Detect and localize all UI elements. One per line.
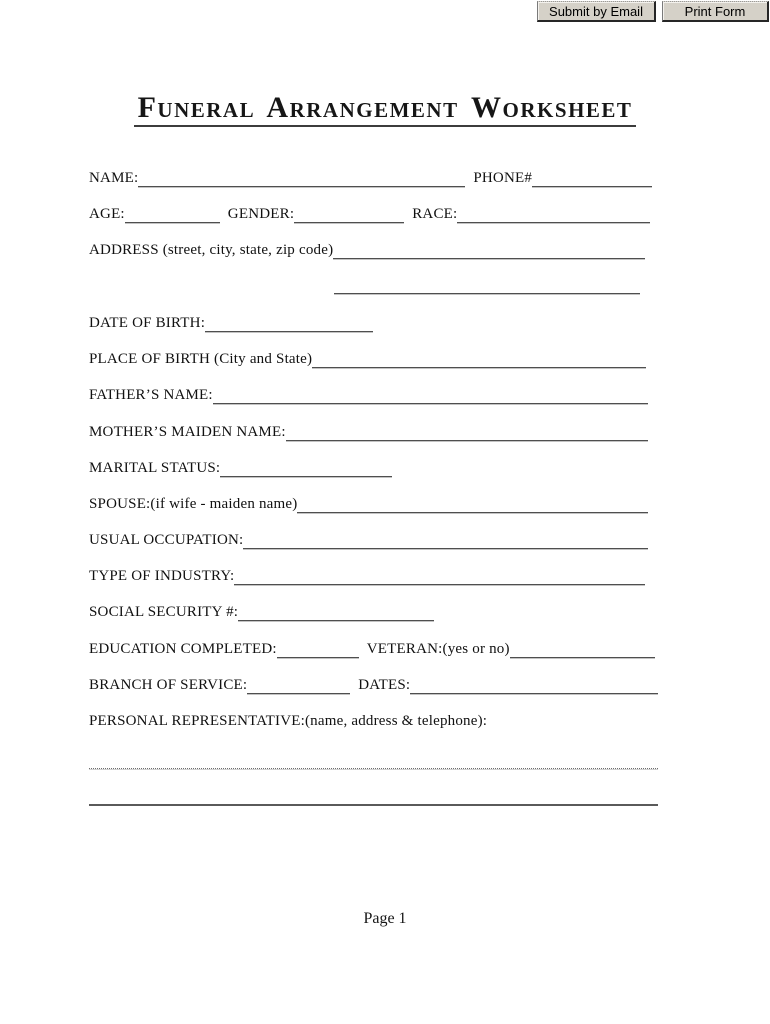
dob-label: DATE OF BIRTH:	[89, 315, 206, 331]
row-address-line2	[89, 275, 658, 295]
ssn-label: SOCIAL SECURITY #:	[89, 604, 239, 620]
phone-label: PHONE#	[473, 170, 533, 186]
row-education-veteran	[89, 639, 658, 659]
row-ssn	[89, 602, 658, 622]
pob-label: PLACE OF BIRTH (City and State)	[89, 351, 313, 367]
name-label: NAME:	[89, 170, 139, 186]
row-spouse	[89, 494, 658, 514]
occupation-field-line[interactable]	[243, 530, 648, 549]
education-field-line[interactable]	[277, 639, 359, 658]
representative-field-line2[interactable]	[89, 786, 658, 806]
industry-field-line[interactable]	[234, 566, 645, 585]
submit-by-email-button[interactable]: Submit by Email	[537, 1, 656, 22]
marital-field-line[interactable]	[220, 458, 392, 477]
row-father	[89, 385, 658, 405]
father-label: FATHER’S NAME:	[89, 387, 213, 403]
gender-label: GENDER:	[227, 206, 295, 222]
pob-field-line[interactable]	[312, 349, 646, 368]
phone-field-line[interactable]	[532, 168, 652, 187]
representative-field-line1[interactable]	[89, 750, 658, 769]
dob-field-line[interactable]	[205, 313, 373, 332]
spouse-label: SPOUSE:(if wife - maiden name)	[89, 496, 298, 512]
row-address	[89, 240, 658, 260]
row-pob	[89, 349, 658, 369]
veteran-label: VETERAN:(yes or no)	[366, 641, 510, 657]
race-label: RACE:	[412, 206, 458, 222]
row-industry	[89, 566, 658, 586]
print-form-button[interactable]: Print Form	[662, 1, 769, 22]
page-footer	[0, 910, 770, 928]
gender-field-line[interactable]	[294, 204, 404, 223]
mother-label: MOTHER’S MAIDEN NAME:	[89, 424, 286, 440]
address-field-line[interactable]	[333, 240, 645, 259]
industry-label: TYPE OF INDUSTRY:	[89, 568, 235, 584]
age-field-line[interactable]	[125, 204, 220, 223]
occupation-label: USUAL OCCUPATION:	[89, 532, 244, 548]
mother-field-line[interactable]	[286, 422, 648, 441]
dates-field-line[interactable]	[410, 675, 658, 694]
dates-label: DATES:	[358, 677, 411, 693]
representative-label: PERSONAL REPRESENTATIVE:(name, address & telephone):	[89, 713, 488, 729]
row-age-gender-race	[89, 204, 658, 224]
spouse-field-line[interactable]	[297, 494, 648, 513]
branch-label: BRANCH OF SERVICE:	[89, 677, 248, 693]
page-number-label: Page 1	[363, 910, 407, 927]
row-mother	[89, 422, 658, 442]
address-label: ADDRESS (street, city, state, zip code)	[89, 242, 334, 258]
marital-label: MARITAL STATUS:	[89, 460, 221, 476]
row-branch-dates	[89, 675, 658, 695]
row-name-phone	[89, 168, 658, 188]
row-marital	[89, 458, 658, 478]
title-container	[0, 92, 770, 127]
row-occupation	[89, 530, 658, 550]
address-field-line2[interactable]	[334, 275, 640, 294]
age-label: AGE:	[89, 206, 125, 222]
veteran-field-line[interactable]	[510, 639, 655, 658]
name-field-line[interactable]	[138, 168, 465, 187]
branch-field-line[interactable]	[247, 675, 350, 694]
race-field-line[interactable]	[457, 204, 650, 223]
ssn-field-line[interactable]	[238, 602, 434, 621]
education-label: EDUCATION COMPLETED:	[89, 641, 277, 657]
row-representative	[89, 711, 658, 731]
page-title: Funeral Arrangement Worksheet	[134, 92, 637, 127]
father-field-line[interactable]	[213, 385, 648, 404]
row-dob	[89, 313, 658, 333]
